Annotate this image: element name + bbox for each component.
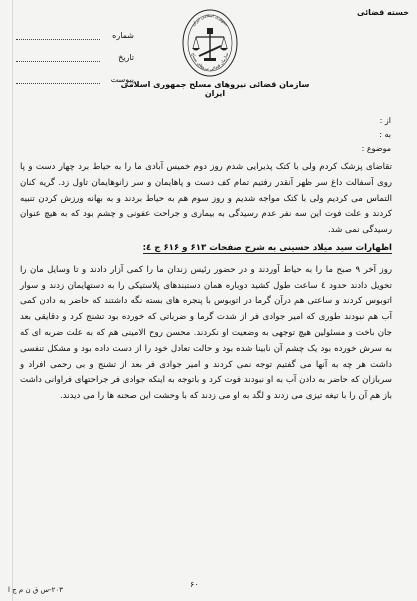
body-paragraph: روز آخر ۹ صبح ما را به حیاط آوردند و در حضور رئیس زندان ما را کمی آزار دادند و تا وسایل مان را تحویل دادند حدود ٤ ساعت طول کشید دوباره همان دستبندهای پلاستیکی را به دستهایمان زدند و سوار اتوبوس کردند و ساعتی هم درآن گرما در اتوبوس با پنجره های بسته نگه داشتند که حاضر به دادن کمی آب هم نبودند طوری که امیر جوادی فر از شدت گرما و ضرباتی که خورده بود تشنج کرد و دقایقی بعد جان باخت و مسئولین هیچ توجهی به وضعیت او نکردند. محسن روح الامینی هم که به علت ضربه ای که به سرش خورده بود یک چشم آن نابینا شده بود و حالت تعادل خود را از دست داده بود و مشکل تنفسی داشت هر چه به آنها می گفتیم توجه نمی کردند و امیر جوادی فر بعد از تشنج و بی رحمی افراد و سربازان که حاضر به دادن آب به او نبودند فوت کرد و باتوجه به اینکه جوادی فر جراحتهای فراوانی داشت باز هم آن را با تیغه تیزی می زدند و لگد به او می زدند که با وحشت این صحنه ها را می دیدند. [20,264,392,402]
letter-meta [14,18,134,84]
testimony-heading [20,241,392,257]
emblem-top-text: جمهوری اسلامی ایران [190,12,230,28]
date-field [16,53,100,62]
scales-of-justice-emblem [181,8,239,78]
emblem-bottom-text: سازمان قضائی نیروهای مسلح [190,52,230,72]
number-field [16,31,100,40]
subject-label: موضوع : [361,144,391,153]
letter-body [20,160,392,405]
to-label: به : [379,130,391,139]
margin-line [12,0,13,601]
page-number: ۶۰ [190,580,199,589]
attachment-field [16,75,100,84]
attachment-row [14,62,134,84]
number-row [14,18,134,40]
classification-label: خسته قضائی [356,8,409,17]
testimony-heading-text: اظهارات سید میلاد حسینی به شرح صفحات ۶۱۳ و ۶۱۶ ج ٤: [142,242,392,253]
from-label: از : [379,116,391,125]
organization-name: سازمان قضائی نیروهای مسلح جمهوری اسلامی ایران [120,80,310,98]
attachment-label: پیوست [110,75,134,84]
body-paragraph: تقاضای پزشک کردم ولی با کتک پذیرایی شدم روز دوم خمیس آبادی ما را به حیاط برد چهار دست و پا روی آسفالت داغ سر ظهر آنقدر رفتیم تمام کف دست و پاهایمان و سر زانوهایمان تاول زد. گریه کنان التماس می کردیم ولی با کتک مواجه شدیم و روز سوم هم به حیاط بردند و به بهانه ورزش کردن تنبیه کردند و علت فوت این سه نفر عدم رسیدگی به بیماری و جراحت عفونی و چشم بود که به هیچ عنوان رسیدگی نمی شد. [20,162,392,236]
date-row [14,40,134,62]
form-code: ۲۰۳-س ق ن م ج ا [8,586,63,594]
number-label: شماره [112,31,134,40]
date-label: تاریخ [118,53,134,62]
